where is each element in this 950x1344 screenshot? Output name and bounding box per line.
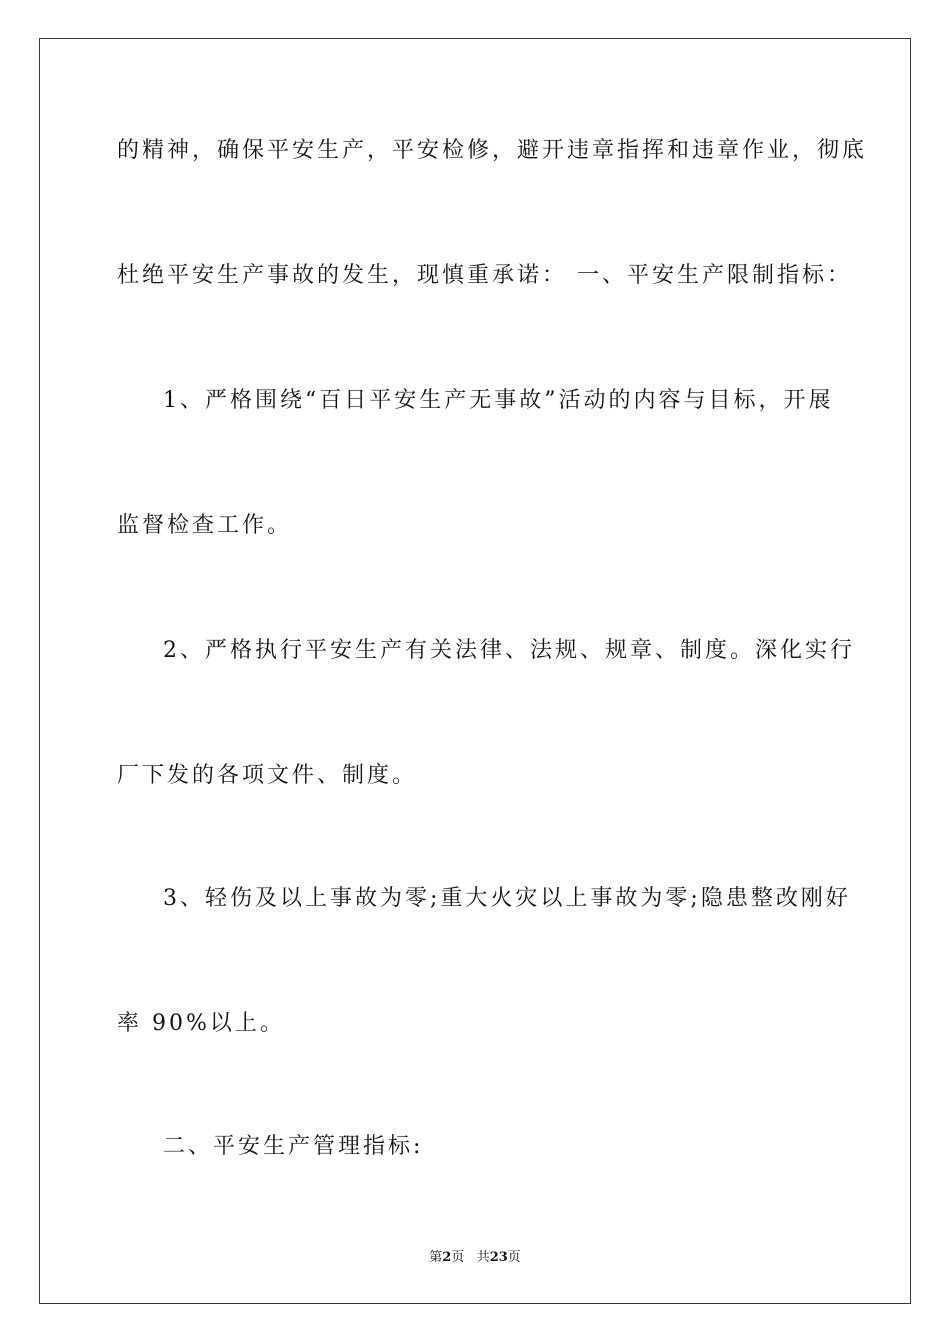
body-line-9: 二、平安生产管理指标: (163, 1134, 424, 1159)
page-footer (0, 1246, 950, 1265)
body-line-8: 率 90%以上。 (117, 1011, 285, 1036)
body-line-4: 监督检查工作。 (117, 513, 293, 538)
body-line-5: 2、严格执行平安生产有关法律、法规、规章、制度。深化实行 (163, 638, 855, 663)
page-frame (39, 38, 911, 1304)
body-line-6: 厂下发的各项文件、制度。 (117, 763, 418, 788)
footer-total-prefix: 共 (476, 1250, 490, 1265)
footer-total-suffix: 页 (507, 1250, 521, 1265)
footer-page-prefix: 第 (429, 1250, 443, 1265)
footer-page-number: 2 (442, 1250, 452, 1265)
footer-total-pages: 23 (489, 1250, 508, 1265)
body-line-1: 的精神，确保平安生产，平安检修，避开违章指挥和违章作业，彻底 (117, 138, 868, 163)
footer-page-suffix: 页 (451, 1250, 465, 1265)
body-line-2: 杜绝平安生产事故的发生，现慎重承诺： 一、平安生产限制指标： (117, 263, 852, 288)
body-line-7: 3、轻伤及以上事故为零;重大火灾以上事故为零;隐患整改刚好 (163, 886, 851, 911)
body-line-3: 1、严格围绕“百日平安生产无事故”活动的内容与目标，开展 (163, 388, 834, 413)
